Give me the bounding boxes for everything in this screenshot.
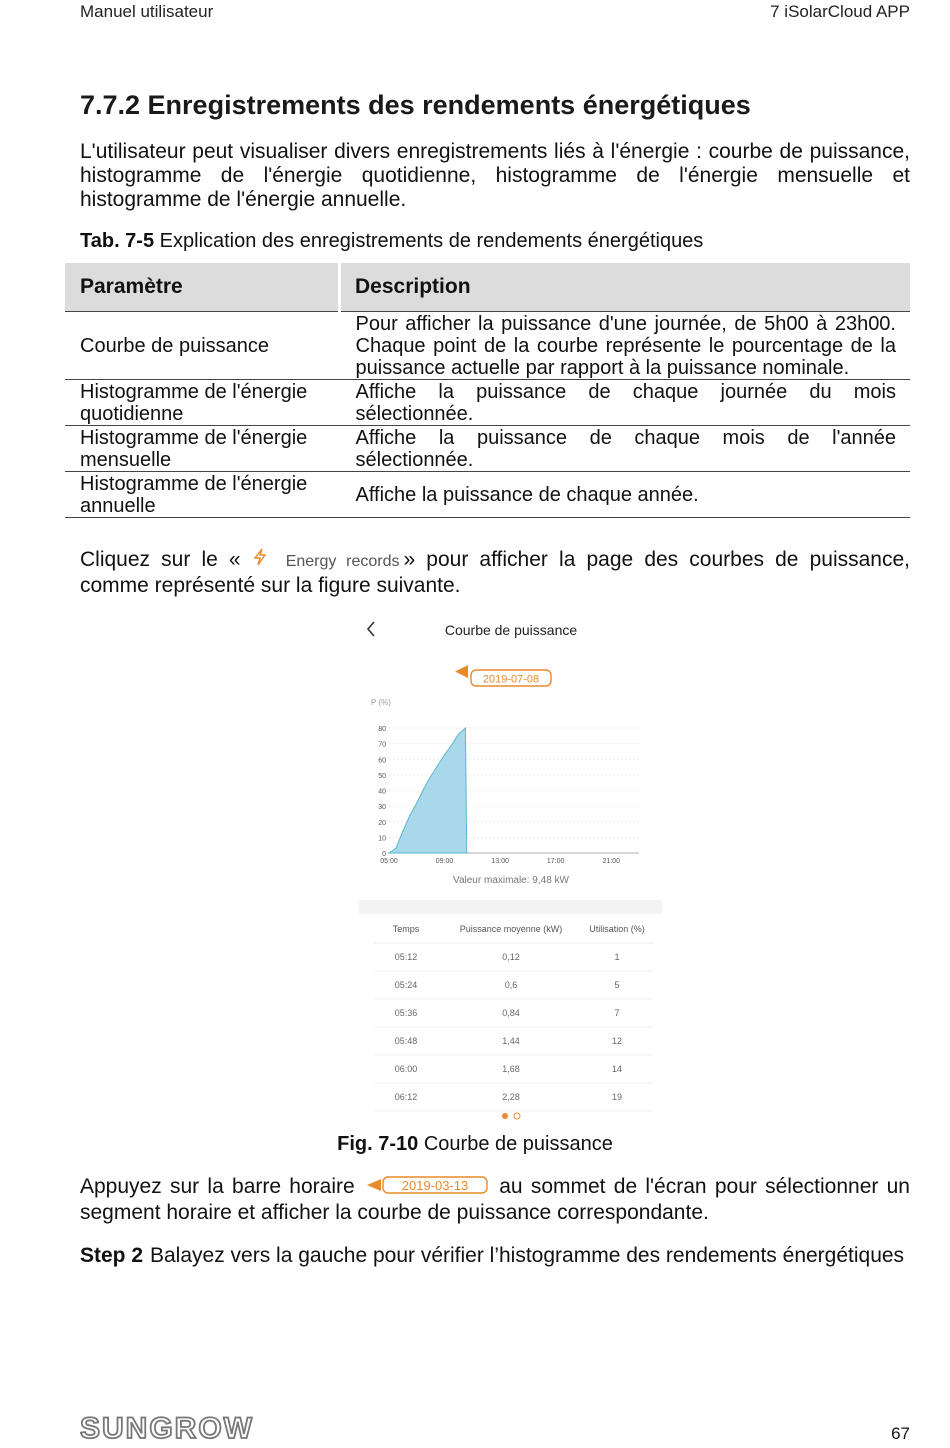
table-cell: 06:12 [394,1092,418,1102]
table-caption-text: Explication des enregistrements de rendements énergétiques [159,230,704,252]
table-row [65,472,910,518]
table-cell: 1,44 [502,1036,520,1046]
y-tick-label: 0 [382,851,386,858]
y-tick-label: 50 [378,772,386,780]
step-label: Step 2 [80,1244,144,1267]
page-dot [514,1113,520,1119]
header-right: 7 iSolarCloud APP [770,2,910,21]
y-tick-label: 30 [378,804,386,812]
table-cell: 1 [614,952,620,962]
chevron-left-icon [368,622,374,636]
intro-paragraph: L'utilisateur peut visualiser divers enregistrements liés à l'énergie : courbe de puissance, histogramme de l'énergie quotidienne, histogramme de l'énergie mensuelle et histogramme de l'énergie annuelle. [80,140,910,211]
table-row [65,380,910,426]
data-point [402,831,403,832]
table-header-cell: Utilisation (%) [589,924,645,934]
x-tick-label: 17:00 [546,858,565,865]
table-row [65,426,910,472]
table-caption-label: Tab. 7-5 [80,230,155,252]
y-tick-label: 70 [378,741,386,749]
power-series-area [389,728,467,853]
table-cell: 14 [611,1064,623,1074]
click-paragraph: Cliquez sur le « Energy records » pour afficher la page des courbes de puissance, comme représenté sur la figure suivante. [80,548,910,597]
y-tick-label: 40 [378,788,386,796]
table-cell: 1,68 [502,1064,520,1074]
data-point [458,734,459,735]
table-cell: 05:36 [394,1008,418,1018]
logo-text: SUNGROW [80,1412,254,1442]
lightning-icon [252,548,274,572]
table-cell: 0,12 [502,952,520,962]
table-cell: 0,84 [502,1008,520,1018]
data-point [388,852,389,853]
figure-text: Courbe de puissance [423,1133,613,1155]
sungrow-logo [80,1412,280,1447]
table-cell-desc: Pour afficher la puissance d'une journée, de 5h00 à 23h00. Chaque point de la courbe représente le pourcentage de la puissance actuelle par rapport à la puissance nominale. [340,312,911,380]
section-separator [359,900,662,914]
app-screenshot [359,612,662,1124]
section-title: 7.7.2 Enregistrements des rendements énergétiques [80,90,751,120]
data-table [374,924,654,1111]
table-cell: 12 [611,1036,623,1046]
data-point [409,815,410,816]
date-bar-icon [363,1175,491,1201]
table-row [65,312,910,380]
date-text: 2019-07-08 [482,673,540,686]
table-cell: 0,6 [504,980,518,990]
table-cell: 05:12 [394,952,418,962]
header-left: Manuel utilisateur [80,2,214,21]
page-dot-active [502,1113,508,1119]
table-cell-param: Histogramme de l'énergie quotidienne [65,380,340,426]
table-cell-param: Courbe de puissance [65,312,340,380]
y-unit-label: P (%) [371,698,391,707]
page-number: 67 [891,1424,910,1443]
table-cell: 7 [614,1008,620,1018]
y-tick-label: 10 [378,835,386,843]
data-point [466,852,467,853]
table-cell: 2,28 [502,1092,520,1102]
table-header-param: Paramètre [65,263,340,312]
table-header-cell: Puissance moyenne (kW) [459,924,563,934]
table-cell: 05:48 [394,1036,418,1046]
data-point [444,754,445,755]
table-caption [80,230,703,253]
data-point [430,776,431,777]
table-cell-desc: Affiche la puissance de chaque journée du mois sélectionnée. [340,380,911,426]
x-tick-label: 05:00 [380,858,398,865]
figure-label: Fig. 7-10 [337,1133,419,1155]
y-tick-label: 80 [378,726,386,733]
data-point [395,848,396,849]
energy-records-label: Energy records [285,553,400,570]
max-value-label: Valeur maximale: 9,48 kW [453,875,569,886]
table-cell-param: Histogramme de l'énergie mensuelle [65,426,340,472]
x-tick-label: 09:00 [435,858,454,865]
x-tick-label: 21:00 [602,858,620,865]
screen-title: Courbe de puissance [444,622,578,638]
figure-caption [0,1133,950,1156]
x-tick-label: 13:00 [491,858,509,865]
table-cell-desc: Affiche la puissance de chaque mois de l'année sélectionnée. [340,426,911,472]
table-cell: 19 [611,1092,623,1102]
table-cell: 06:00 [394,1064,418,1074]
step-text: Balayez vers la gauche pour vérifier l’histogramme des rendements énergétiques [150,1244,905,1267]
y-tick-label: 60 [378,757,386,765]
date-bar-text: 2019-03-13 [401,1178,469,1193]
table-cell-desc: Affiche la puissance de chaque année. [340,472,911,518]
y-tick-label: 20 [378,819,386,827]
step [80,1242,910,1269]
tap-paragraph: Appuyez sur la barre horaire 2019-03-13 au sommet de l'écran pour sélectionner un segment horaire et afficher la courbe de puissance correspondante. [80,1175,910,1224]
data-point [437,765,438,766]
table-cell: 05:24 [394,980,418,990]
table-cell-param: Histogramme de l'énergie annuelle [65,472,340,518]
data-point [465,727,466,728]
table-header-cell: Temps [392,924,420,934]
caret-left-icon [455,665,468,678]
data-point [423,788,424,789]
data-point [416,802,417,803]
data-point [451,745,452,746]
parameter-table [65,263,910,518]
table-header-desc: Description [340,263,911,312]
table-cell: 5 [614,980,620,990]
power-chart [378,726,639,865]
